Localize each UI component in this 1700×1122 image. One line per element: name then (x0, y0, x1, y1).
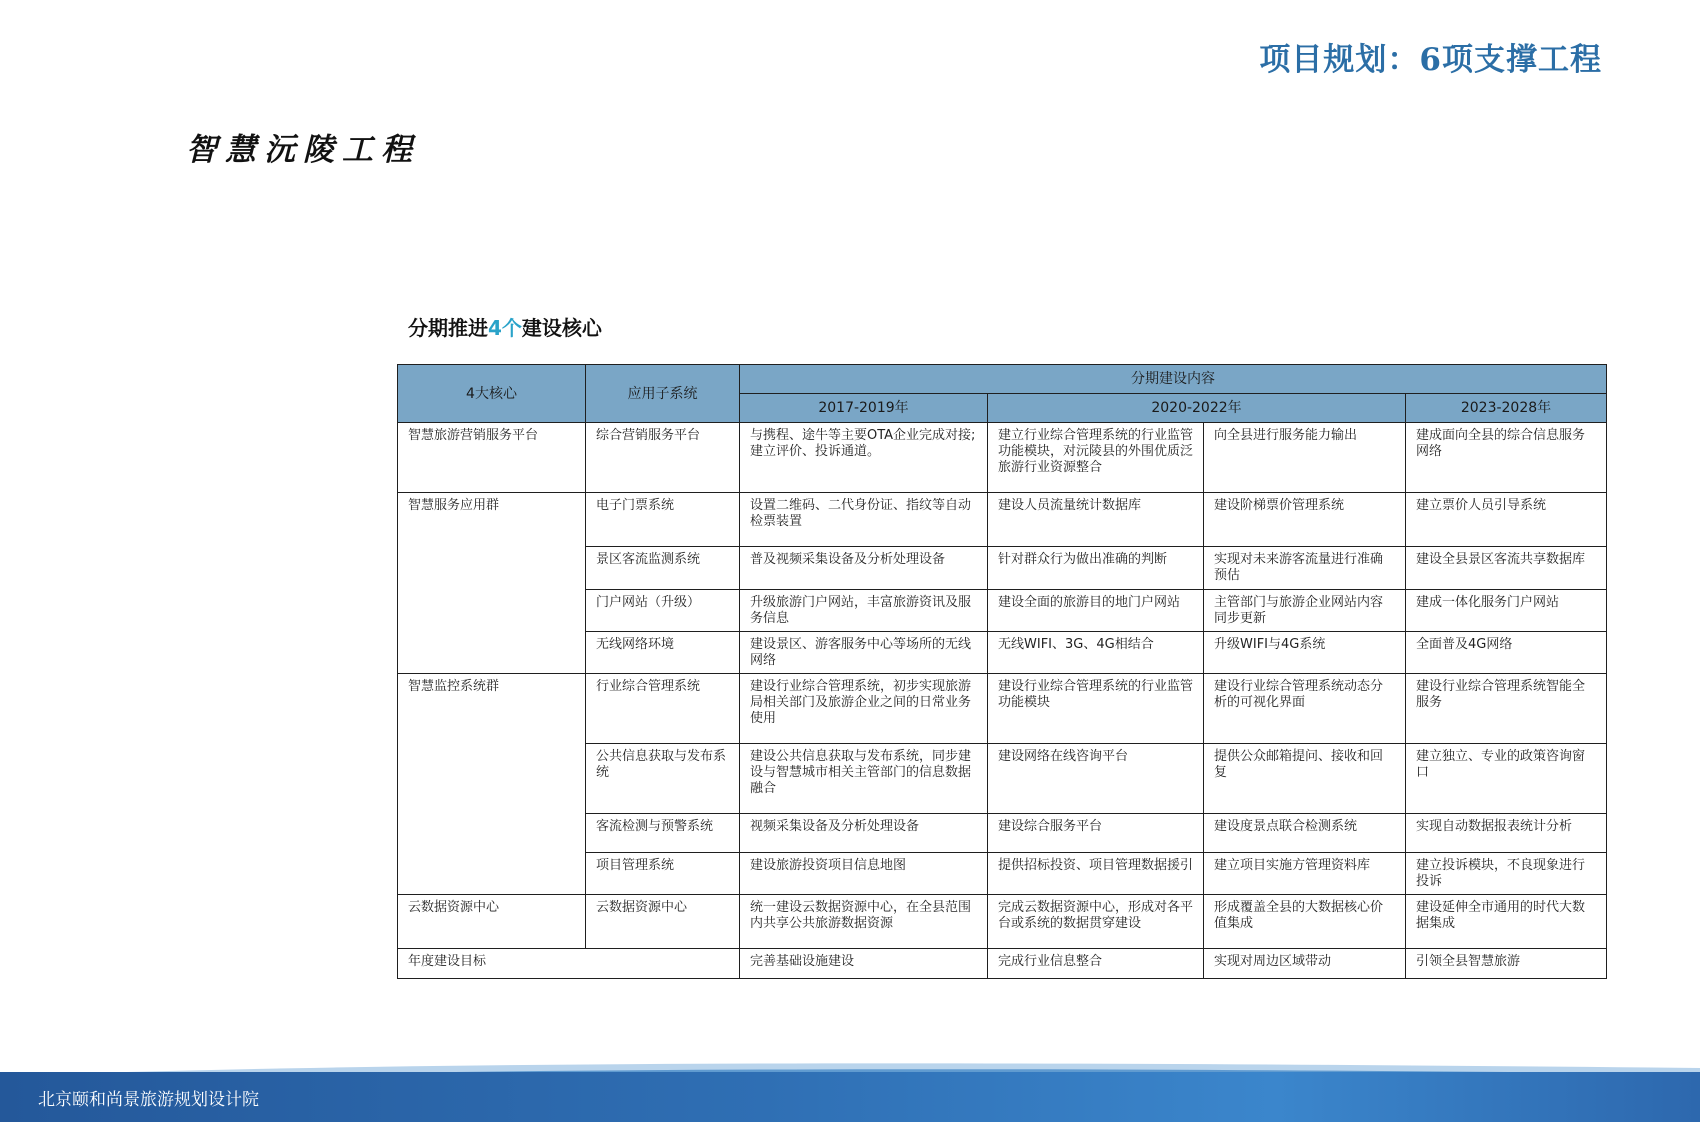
phase2b-cell: 建设行业综合管理系统动态分析的可视化界面 (1204, 674, 1406, 744)
phase2a-cell: 无线WIFI、3G、4G相结合 (988, 632, 1204, 674)
phase2b-cell: 主管部门与旅游企业网站内容同步更新 (1204, 590, 1406, 632)
phase2b-cell: 实现对未来游客流量进行准确预估 (1204, 547, 1406, 590)
subsystem-cell: 项目管理系统 (586, 853, 740, 895)
header-phase-3: 2023-2028年 (1406, 394, 1607, 423)
phase2a-cell: 建设人员流量统计数据库 (988, 493, 1204, 547)
phase2b-cell: 建设阶梯票价管理系统 (1204, 493, 1406, 547)
subsystem-cell: 景区客流监测系统 (586, 547, 740, 590)
phase2b-cell: 实现对周边区域带动 (1204, 949, 1406, 979)
phase2a-cell: 完成行业信息整合 (988, 949, 1204, 979)
page-title: 项目规划：6项支撑工程 (1259, 42, 1602, 78)
table-heading-suffix: 建设核心 (521, 316, 602, 340)
table-row (398, 895, 1607, 949)
table-row (398, 674, 1607, 744)
phase3-cell: 建立独立、专业的政策咨询窗口 (1406, 744, 1607, 814)
subsystem-cell: 云数据资源中心 (586, 895, 740, 949)
phase2b-cell: 向全县进行服务能力输出 (1204, 423, 1406, 493)
phase3-cell: 建成一体化服务门户网站 (1406, 590, 1607, 632)
table-heading (408, 312, 602, 341)
header-phased-content: 分期建设内容 (740, 365, 1607, 394)
phase1-cell: 与携程、途牛等主要OTA企业完成对接;建立评价、投诉通道。 (740, 423, 988, 493)
phase2a-cell: 建设全面的旅游目的地门户网站 (988, 590, 1204, 632)
phase3-cell: 建设延伸全市通用的时代大数据集成 (1406, 895, 1607, 949)
subsystem-cell: 行业综合管理系统 (586, 674, 740, 744)
phase1-cell: 建设行业综合管理系统，初步实现旅游局相关部门及旅游企业之间的日常业务使用 (740, 674, 988, 744)
phase3-cell: 建立投诉模块，不良现象进行投诉 (1406, 853, 1607, 895)
phase2a-cell: 提供招标投资、项目管理数据援引 (988, 853, 1204, 895)
footer-org-name: 北京颐和尚景旅游规划设计院 (38, 1090, 259, 1110)
subsystem-cell: 电子门票系统 (586, 493, 740, 547)
phase1-cell: 建设公共信息获取与发布系统，同步建设与智慧城市相关主管部门的信息数据融合 (740, 744, 988, 814)
table-heading-prefix: 分期推进 (408, 316, 488, 340)
annual-goal-label: 年度建设目标 (398, 949, 740, 979)
phase1-cell: 设置二维码、二代身份证、指纹等自动检票装置 (740, 493, 988, 547)
header-subsystem: 应用子系统 (586, 365, 740, 423)
phase3-cell: 全面普及4G网络 (1406, 632, 1607, 674)
phase2a-cell: 建设综合服务平台 (988, 814, 1204, 853)
core-cell: 智慧旅游营销服务平台 (398, 423, 586, 493)
phase3-cell: 建立票价人员引导系统 (1406, 493, 1607, 547)
phase2a-cell: 建设网络在线咨询平台 (988, 744, 1204, 814)
phase2b-cell: 形成覆盖全县的大数据核心价值集成 (1204, 895, 1406, 949)
phase2b-cell: 建设度景点联合检测系统 (1204, 814, 1406, 853)
core-cell: 智慧服务应用群 (398, 493, 586, 674)
phase1-cell: 普及视频采集设备及分析处理设备 (740, 547, 988, 590)
core-cell: 智慧监控系统群 (398, 674, 586, 895)
phase1-cell: 统一建设云数据资源中心，在全县范围内共享公共旅游数据资源 (740, 895, 988, 949)
subsystem-cell: 无线网络环境 (586, 632, 740, 674)
phase1-cell: 升级旅游门户网站，丰富旅游资讯及服务信息 (740, 590, 988, 632)
phase2b-cell: 建立项目实施方管理资料库 (1204, 853, 1406, 895)
table-heading-accent: 4个 (488, 316, 522, 340)
phase2a-cell: 针对群众行为做出准确的判断 (988, 547, 1204, 590)
table-row (398, 493, 1607, 547)
table-row (398, 423, 1607, 493)
header-core: 4大核心 (398, 365, 586, 423)
subsystem-cell: 客流检测与预警系统 (586, 814, 740, 853)
phase1-cell: 建设景区、游客服务中心等场所的无线网络 (740, 632, 988, 674)
phase3-cell: 实现自动数据报表统计分析 (1406, 814, 1607, 853)
section-title: 智慧沅陵工程 (186, 132, 420, 168)
core-cell: 云数据资源中心 (398, 895, 586, 949)
phase2a-cell: 完成云数据资源中心，形成对各平台或系统的数据贯穿建设 (988, 895, 1204, 949)
construction-plan-table (397, 364, 1607, 979)
header-phase-2: 2020-2022年 (988, 394, 1406, 423)
phase2b-cell: 提供公众邮箱提问、接收和回复 (1204, 744, 1406, 814)
phase1-cell: 完善基础设施建设 (740, 949, 988, 979)
phase3-cell: 建成面向全县的综合信息服务网络 (1406, 423, 1607, 493)
phase3-cell: 建设全县景区客流共享数据库 (1406, 547, 1607, 590)
phase3-cell: 建设行业综合管理系统智能全服务 (1406, 674, 1607, 744)
phase2b-cell: 升级WIFI与4G系统 (1204, 632, 1406, 674)
phase3-cell: 引领全县智慧旅游 (1406, 949, 1607, 979)
phase1-cell: 视频采集设备及分析处理设备 (740, 814, 988, 853)
annual-goal-row (398, 949, 1607, 979)
subsystem-cell: 综合营销服务平台 (586, 423, 740, 493)
subsystem-cell: 公共信息获取与发布系统 (586, 744, 740, 814)
phase2a-cell: 建设行业综合管理系统的行业监管功能模块 (988, 674, 1204, 744)
header-phase-1: 2017-2019年 (740, 394, 988, 423)
phase1-cell: 建设旅游投资项目信息地图 (740, 853, 988, 895)
subsystem-cell: 门户网站（升级） (586, 590, 740, 632)
phase2a-cell: 建立行业综合管理系统的行业监管功能模块，对沅陵县的外围优质泛旅游行业资源整合 (988, 423, 1204, 493)
